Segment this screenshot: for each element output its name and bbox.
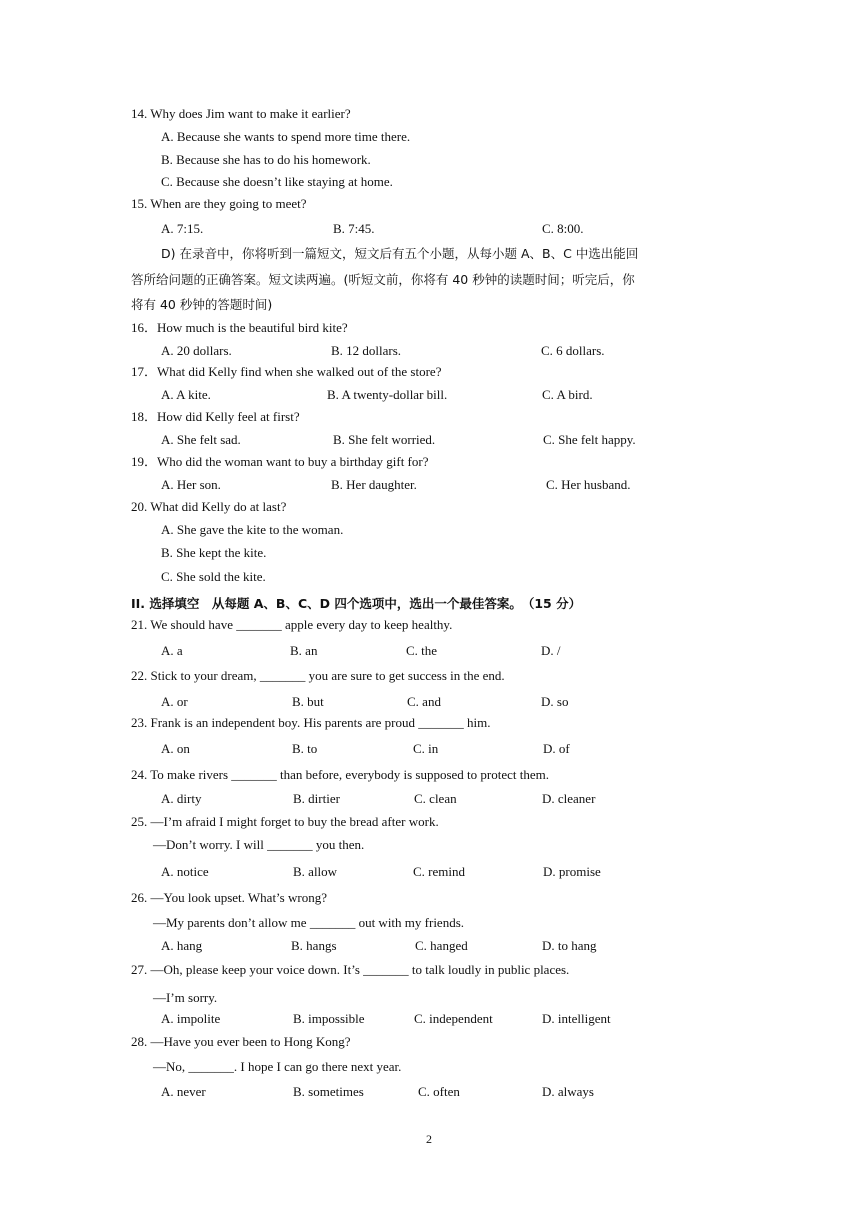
question-19-option-a: A. Her son. xyxy=(161,477,221,492)
question-27-option-c: C. independent xyxy=(414,1011,493,1026)
question-21-option-d: D. / xyxy=(541,643,561,658)
question-28-option-c: C. often xyxy=(418,1084,460,1099)
question-24-option-d: D. cleaner xyxy=(542,791,596,806)
question-20-option-c: C. She sold the kite. xyxy=(161,569,266,584)
question-27-option-d: D. intelligent xyxy=(542,1011,611,1026)
page-number: 2 xyxy=(426,1132,432,1146)
question-28-response: —No, _______. I hope I can go there next year. xyxy=(153,1059,402,1074)
question-18-option-a: A. She felt sad. xyxy=(161,432,241,447)
question-27-option-b: B. impossible xyxy=(293,1011,365,1026)
question-23-stem: 23. Frank is an independent boy. His parents are proud _______ him. xyxy=(131,715,491,730)
question-28-option-a: A. never xyxy=(161,1084,206,1099)
question-18-option-b: B. She felt worried. xyxy=(333,432,436,447)
question-20-stem: 20. What did Kelly do at last? xyxy=(131,499,287,514)
question-16-option-c: C. 6 dollars. xyxy=(541,343,605,358)
question-15-option-c: C. 8:00. xyxy=(542,221,584,236)
question-26-option-c: C. hanged xyxy=(415,938,468,953)
question-25-stem: 25. —I’m afraid I might forget to buy the bread after work. xyxy=(131,814,439,829)
question-22-option-c: C. and xyxy=(407,694,441,709)
section-d-instructions-line-2: 答所给问题的正确答案。短文读两遍。(听短文前，你将有 40 秒钟的读题时间；听完后，你 xyxy=(131,272,635,287)
question-24-option-b: B. dirtier xyxy=(293,791,340,806)
question-16-option-a: A. 20 dollars. xyxy=(161,343,232,358)
question-14-stem: 14. Why does Jim want to make it earlier? xyxy=(131,106,351,121)
question-20-option-a: A. She gave the kite to the woman. xyxy=(161,522,344,537)
question-15-option-a: A. 7:15. xyxy=(161,221,204,236)
question-21-option-c: C. the xyxy=(406,643,438,658)
question-16-option-b: B. 12 dollars. xyxy=(331,343,402,358)
question-23-option-a: A. on xyxy=(161,741,190,756)
question-16-stem: 16．How much is the beautiful bird kite? xyxy=(131,320,348,335)
question-26-response: —My parents don’t allow me _______ out with my friends. xyxy=(153,915,465,930)
question-14-option-a: A. Because she wants to spend more time there. xyxy=(161,129,411,144)
question-15-option-b: B. 7:45. xyxy=(333,221,375,236)
question-17-option-a: A. A kite. xyxy=(161,387,211,402)
question-26-option-b: B. hangs xyxy=(291,938,337,953)
question-20-option-b: B. She kept the kite. xyxy=(161,545,267,560)
question-19-option-b: B. Her daughter. xyxy=(331,477,417,492)
question-22-option-d: D. so xyxy=(541,694,569,709)
question-22-stem: 22. Stick to your dream, _______ you are sure to get success in the end. xyxy=(131,668,505,683)
question-23-option-b: B. to xyxy=(292,741,318,756)
question-28-stem: 28. —Have you ever been to Hong Kong? xyxy=(131,1034,351,1049)
question-15-stem: 15. When are they going to meet? xyxy=(131,196,307,211)
question-22-option-a: A. or xyxy=(161,694,188,709)
question-25-option-d: D. promise xyxy=(543,864,601,879)
question-21-stem: 21. We should have _______ apple every day to keep healthy. xyxy=(131,617,453,632)
question-28-option-d: D. always xyxy=(542,1084,594,1099)
question-22-option-b: B. but xyxy=(292,694,324,709)
question-26-stem: 26. —You look upset. What’s wrong? xyxy=(131,890,327,905)
question-25-option-c: C. remind xyxy=(413,864,465,879)
question-24-stem: 24. To make rivers _______ than before, everybody is supposed to protect them. xyxy=(131,767,550,782)
question-26-option-d: D. to hang xyxy=(542,938,597,953)
question-21-option-a: A. a xyxy=(161,643,183,658)
question-18-stem: 18．How did Kelly feel at first? xyxy=(131,409,300,424)
section-ii-heading: II. 选择填空 从每题 A、B、C、D 四个选项中，选出一个最佳答案。 （15 分） xyxy=(131,596,582,611)
question-17-option-b: B. A twenty-dollar bill. xyxy=(327,387,448,402)
question-26-option-a: A. hang xyxy=(161,938,203,953)
question-14-option-c: C. Because she doesn’t like staying at home. xyxy=(161,174,393,189)
question-23-option-d: D. of xyxy=(543,741,570,756)
question-17-stem: 17．What did Kelly find when she walked out of the store? xyxy=(131,364,442,379)
question-28-option-b: B. sometimes xyxy=(293,1084,364,1099)
question-18-option-c: C. She felt happy. xyxy=(543,432,636,447)
question-19-option-c: C. Her husband. xyxy=(546,477,631,492)
question-21-option-b: B. an xyxy=(290,643,318,658)
section-d-instructions-line-1: D) 在录音中，你将听到一篇短文，短文后有五个小题，从每小题 A、B、C 中选出能回 xyxy=(161,246,639,261)
question-25-response: —Don’t worry. I will _______ you then. xyxy=(153,837,365,852)
question-17-option-c: C. A bird. xyxy=(542,387,593,402)
question-24-option-a: A. dirty xyxy=(161,791,202,806)
question-27-stem: 27. —Oh, please keep your voice down. It’s _______ to talk loudly in public places. xyxy=(131,962,570,977)
question-23-option-c: C. in xyxy=(413,741,439,756)
question-25-option-b: B. allow xyxy=(293,864,338,879)
question-19-stem: 19．Who did the woman want to buy a birthday gift for? xyxy=(131,454,429,469)
question-27-response: —I’m sorry. xyxy=(153,990,218,1005)
section-d-instructions-line-3: 将有 40 秒钟的答题时间) xyxy=(131,297,273,312)
question-14-option-b: B. Because she has to do his homework. xyxy=(161,152,371,167)
question-25-option-a: A. notice xyxy=(161,864,209,879)
question-27-option-a: A. impolite xyxy=(161,1011,221,1026)
question-24-option-c: C. clean xyxy=(414,791,457,806)
